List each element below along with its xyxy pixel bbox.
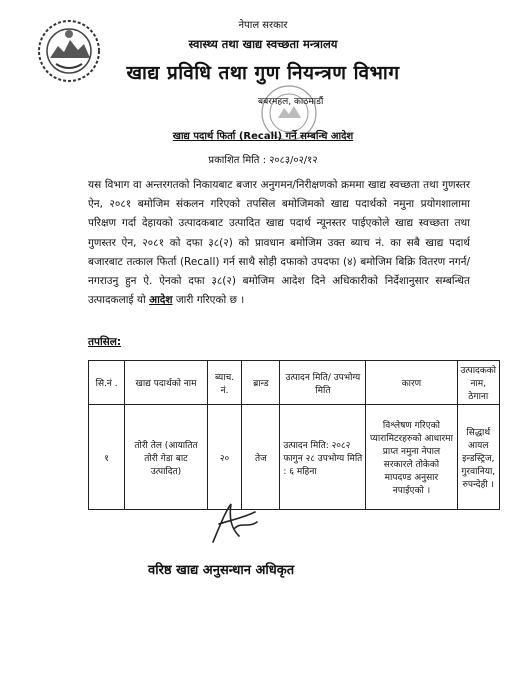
header-reason: कारण bbox=[366, 361, 457, 405]
cell-batch: २० bbox=[207, 405, 242, 510]
header-sn: सि.नं . bbox=[89, 361, 125, 405]
department-name: खाद्य प्रविधि तथा गुण नियन्त्रण विभाग bbox=[126, 62, 400, 84]
header-dates: उत्पादन मिति/ उपभोग्य मिति bbox=[280, 361, 366, 405]
recall-product-table bbox=[88, 360, 500, 510]
government-name: नेपाल सरकार bbox=[238, 20, 288, 31]
cell-reason: विश्लेषण गरिएको प्यारामिटरहरुको आधारमा प्राप्त नमुना नेपाल सरकारले तोकेको मापदण्ड अनुसार नपाईएको । bbox=[366, 405, 457, 510]
header-batch: ब्याच. नं. bbox=[207, 361, 242, 405]
cell-producer: सिद्धार्थ आयल इन्डस्ट्रिज, गुरवानिया, रुपन्देही । bbox=[457, 405, 499, 510]
cell-sn: १ bbox=[89, 405, 125, 510]
table-header-row bbox=[89, 361, 500, 405]
table-row bbox=[89, 405, 500, 510]
cell-product-name: तोरी तेल (आयातित तोरी गेडा बाट उत्पादित) bbox=[125, 405, 208, 510]
cell-brand: तेज bbox=[242, 405, 280, 510]
signer-title: वरिष्ठ खाद्य अनुसन्धान अधिकृत bbox=[148, 563, 295, 578]
ministry-name: स्वास्थ्य तथा खाद्य स्वच्छता मन्त्रालय bbox=[188, 37, 338, 51]
header-producer: उत्पादकको नाम, ठेगाना bbox=[457, 361, 499, 405]
published-date: प्रकाशित मिति : २०८३/०२/१२ bbox=[208, 155, 318, 166]
body-text-part1: यस विभाग वा अन्तरगतको निकायबाट बजार अनुगमन/निरीक्षणको क्रममा खाद्य स्वच्छता तथा गुणस्तर ऐन, २०८१ बमोजिम संकलन गरिएको तपसिल बमोजिमको खाद्य पदार्थको नमुना प्रयोगशालामा परिक्षण गर्दा देहायको उत्पादकबाट उत्पादित खाद्य पदार्थ न्यूनस्तर पाईएकोले खाद्य स्वच्छता तथा गुणस्तर ऐन, २०८१ को दफा ३८(२) को प्रावधान बमोजिम उक्त ब्याच नं. का सबै खाद्य पदार्थ बजारबाट तत्काल फिर्ता (Recall) गर्न साथै सोही दफाको उपदफा (४) बमोजिम बिक्रि वितरण नगर्न/नगराउनु हुन ऐ. ऐनको दफा ३८(२) बमोजिम आदेश दिने अधिकारीको निर्देशानुसार सम्बन्धित उत्पादकलाई यो bbox=[88, 179, 470, 307]
body-keyword: आदेश bbox=[149, 294, 173, 307]
cell-dates: उत्पादन मिति: २०८२ फागुन २८ उपभोग्य मिति : ६ महिना bbox=[280, 405, 366, 510]
tapasil-label: तपसिल: bbox=[88, 336, 122, 348]
header-product-name: खाद्य पदार्थको नाम bbox=[125, 361, 208, 405]
header-brand: ब्रान्ड bbox=[242, 361, 280, 405]
notice-subject: खाद्य पदार्थ फिर्ता (Recall) गर्ने सम्बन्धि आदेश bbox=[172, 131, 354, 142]
notice-body bbox=[88, 176, 470, 310]
body-text-part2: जारी गरिएको छ । bbox=[172, 294, 245, 307]
department-address: बबरमहल, काठमाडौं bbox=[258, 97, 324, 107]
signature-icon bbox=[205, 498, 265, 550]
